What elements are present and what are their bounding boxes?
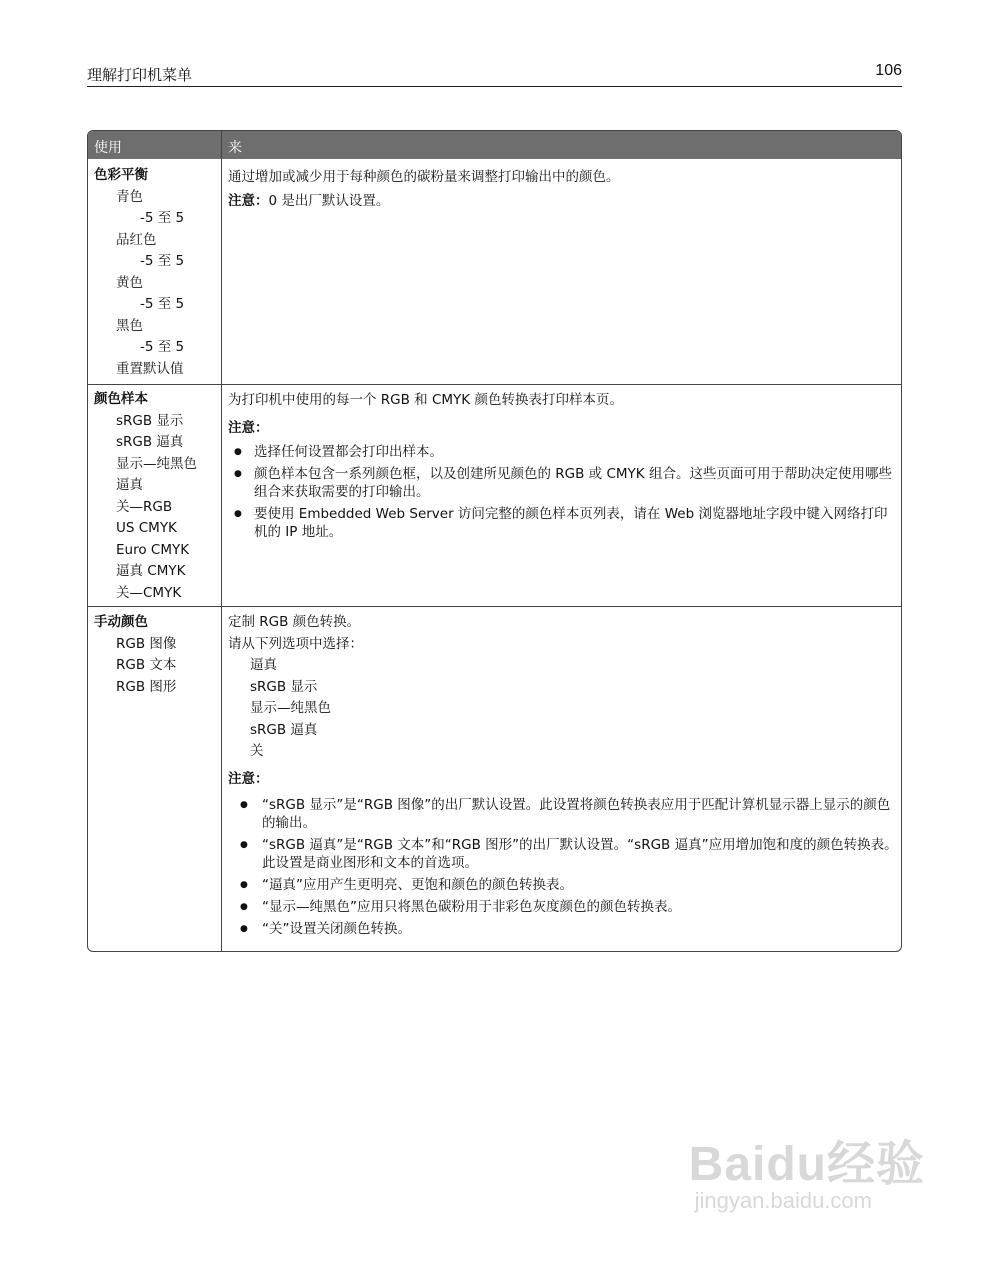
list-item: ● 要使用 Embedded Web Server 访问完整的颜色样本页列表，请在 Web 浏览器地址字段中键入网络打印机的 IP 地址。 — [228, 505, 898, 541]
note-list — [228, 796, 898, 938]
table-header — [88, 131, 901, 159]
menu-option: 显示—纯黑色 — [116, 455, 197, 472]
menu-option: 青色 — [116, 188, 143, 205]
menu-option: 关—CMYK — [116, 584, 182, 601]
menu-option: sRGB 逼真 — [116, 434, 184, 450]
list-item: ● “逼真”应用产生更明亮、更饱和颜色的颜色转换表。 — [228, 876, 898, 894]
row-divider — [88, 606, 901, 607]
watermark-url: jingyan.baidu.com — [694, 1188, 872, 1213]
description: 通过增加或减少用于每种颜色的碳粉量来调整打印输出中的颜色。 — [228, 169, 620, 185]
note-label: 注意： — [228, 192, 269, 209]
menu-table — [87, 130, 902, 952]
choose-text: 请从下列选项中选择： — [228, 635, 363, 652]
menu-option: RGB 图形 — [116, 678, 177, 695]
option-item: 关 — [250, 743, 264, 759]
list-item: ● “sRGB 逼真”是“RGB 文本”和“RGB 图形”的出厂默认设置。“sRGB 逼真”应用增加饱和度的颜色转换表。此设置是商业图形和文本的首选项。 — [228, 836, 898, 872]
row-divider — [88, 384, 901, 385]
menu-option: 品红色 — [116, 231, 157, 248]
list-item: ● “sRGB 显示”是“RGB 图像”的出厂默认设置。此设置将颜色转换表应用于匹配计算机显示器上显示的颜色的输出。 — [228, 796, 898, 832]
list-item: ● 选择任何设置都会打印出样本。 — [228, 443, 898, 461]
column-header-purpose: 来 — [228, 140, 242, 156]
column-header-use: 使用 — [94, 140, 122, 156]
description: 定制 RGB 颜色转换。 — [228, 614, 361, 630]
note — [228, 191, 898, 213]
page-number: 106 — [875, 62, 902, 79]
menu-item-title: 手动颜色 — [94, 614, 148, 630]
note-label: 注意： — [228, 770, 269, 787]
list-item: ● 颜色样本包含一系列颜色框，以及创建所见颜色的 RGB 或 CMYK 组合。这些页面可用于帮助决定使用哪些组合来获取需要的打印输出。 — [228, 465, 898, 501]
note-label: 注意： — [228, 419, 269, 436]
menu-option: 黑色 — [116, 317, 143, 334]
watermark — [689, 1125, 925, 1214]
note-text: 0 是出厂默认设置。 — [268, 192, 390, 209]
menu-range: -5 至 5 — [140, 339, 185, 355]
option-item: sRGB 显示 — [250, 678, 318, 695]
watermark-logo: Baidu经验 — [688, 1138, 925, 1191]
page-header — [87, 64, 902, 87]
table-row-color-balance-left — [94, 165, 184, 380]
menu-option: RGB 图像 — [116, 635, 177, 652]
table-row-color-samples-right — [228, 390, 898, 545]
description: 为打印机中使用的每一个 RGB 和 CMYK 颜色转换表打印样本页。 — [228, 392, 623, 408]
table-row-manual-color-right — [228, 612, 898, 942]
list-item: ● “关”设置关闭颜色转换。 — [228, 920, 898, 938]
menu-range: -5 至 5 — [140, 210, 185, 226]
column-divider — [221, 131, 222, 951]
menu-option: RGB 文本 — [116, 657, 177, 673]
menu-range: -5 至 5 — [140, 296, 185, 312]
list-item: ● “显示—纯黑色”应用只将黑色碳粉用于非彩色灰度颜色的颜色转换表。 — [228, 898, 898, 916]
table-row-color-balance-right — [228, 167, 898, 212]
header-title: 理解打印机菜单 — [87, 66, 193, 84]
menu-option: 逼真 — [116, 477, 143, 493]
menu-option: 逼真 CMYK — [116, 563, 186, 579]
option-item: sRGB 逼真 — [250, 721, 318, 738]
menu-option: sRGB 显示 — [116, 412, 184, 429]
menu-option: Euro CMYK — [116, 541, 190, 558]
table-row-color-samples-left — [94, 389, 197, 604]
note-list — [228, 443, 898, 541]
menu-option: 黄色 — [116, 274, 143, 291]
menu-item-title: 色彩平衡 — [94, 167, 148, 183]
option-item: 显示—纯黑色 — [250, 700, 331, 716]
table-row-manual-color-left — [94, 612, 176, 698]
menu-option: 重置默认值 — [116, 360, 184, 377]
menu-range: -5 至 5 — [140, 253, 185, 269]
menu-option: 关—RGB — [116, 498, 173, 515]
menu-item-title: 颜色样本 — [94, 391, 148, 407]
option-item: 逼真 — [250, 657, 277, 673]
menu-option: US CMYK — [116, 520, 177, 536]
